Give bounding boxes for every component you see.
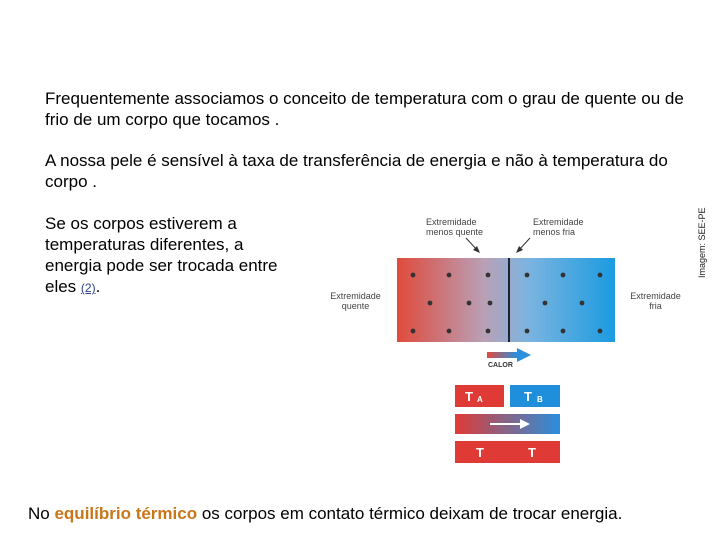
- ta-symbol: T: [465, 389, 473, 404]
- intro-paragraph: Frequentemente associamos o conceito de temperatura com o grau de quente ou de frio de um corpo que tocamos .: [45, 89, 684, 129]
- tb-box: [510, 385, 560, 407]
- tb-symbol: T: [524, 389, 532, 404]
- heat-arrow: [487, 348, 531, 362]
- heat-label: CALOR: [488, 362, 513, 369]
- label-cold-less: Extremidade menos fria: [533, 217, 584, 237]
- equilibrium-highlight: equilíbrio térmico: [54, 504, 198, 523]
- pointer-arrow-hot-less: [466, 238, 480, 253]
- temperature-bar: [397, 258, 615, 342]
- tb-subscript: B: [537, 395, 543, 404]
- equilibrium-end: os corpos em contato térmico deixam de trocar energia.: [197, 504, 623, 523]
- label-hot: Extremidade quente: [330, 291, 381, 311]
- equilibrium-start: No: [28, 504, 55, 523]
- image-credit: Imagem: SEE-PE: [697, 207, 707, 278]
- label-cold: Extremidade fria: [630, 291, 681, 311]
- skin-paragraph: A nossa pele é sensível à taxa de transferência de energia e não à temperatura do corpo .: [45, 151, 668, 191]
- energy-exchange-text: Se os corpos estiverem a temperaturas diferentes, a energia pode ser trocada entre eles: [45, 214, 278, 296]
- t-right-symbol: T: [528, 445, 536, 460]
- t-left-symbol: T: [476, 445, 484, 460]
- energy-exchange-end: .: [95, 277, 101, 296]
- label-hot-less: Extremidade menos quente: [426, 217, 484, 237]
- pointer-arrow-cold-less: [516, 238, 530, 253]
- reference-link[interactable]: (2): [80, 281, 96, 295]
- ta-subscript: A: [477, 395, 483, 404]
